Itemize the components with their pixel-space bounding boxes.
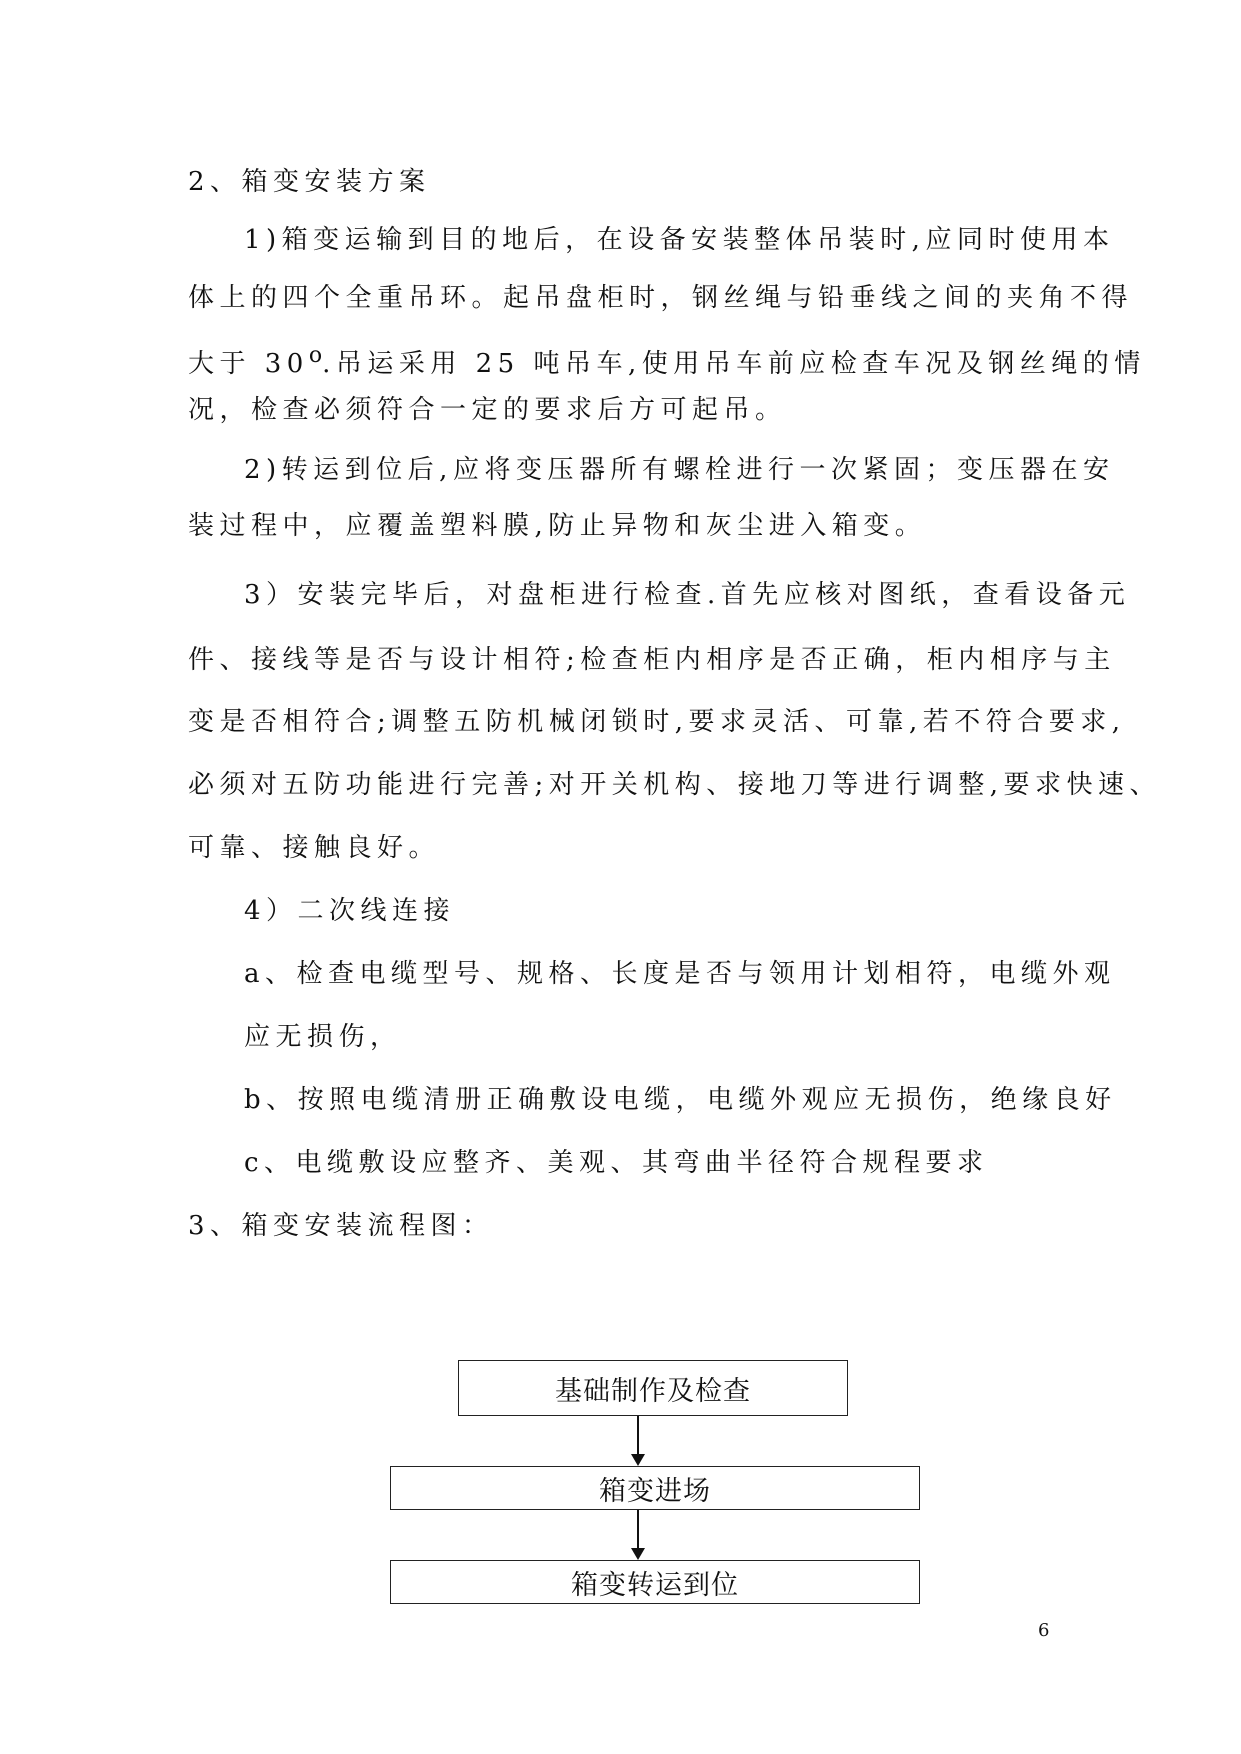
paragraph-1-line-2: 体上的四个全重吊环。起吊盘柜时，钢丝绳与铅垂线之间的夹角不得 — [188, 283, 1134, 313]
flowchart-arrow-1 — [637, 1416, 639, 1456]
paragraph-2-line-2: 装过程中，应覆盖塑料膜,防止异物和灰尘进入箱变。 — [188, 511, 927, 541]
flowchart-arrow-2 — [637, 1510, 639, 1550]
flowchart-step-transfer: 箱变转运到位 — [390, 1560, 920, 1604]
paragraph-1-line-3-start: 大于 30 — [188, 349, 309, 379]
section-3-title: 3、箱变安装流程图： — [188, 1211, 494, 1241]
item-a-line-1: a、检查电缆型号、规格、长度是否与领用计划相符，电缆外观 — [244, 959, 1116, 989]
paragraph-3-line-1: 3）安装完毕后，对盘柜进行检查.首先应核对图纸，查看设备元 — [244, 580, 1131, 610]
paragraph-1-line-1: 1)箱变运输到目的地后，在设备安装整体吊装时,应同时使用本 — [244, 225, 1115, 255]
paragraph-1-line-3 — [188, 338, 1146, 382]
section-2-title: 2、箱变安装方案 — [188, 167, 431, 197]
item-c: c、电缆敷设应整齐、美观、其弯曲半径符合规程要求 — [244, 1148, 989, 1178]
secondary-wiring-title: 4）二次线连接 — [244, 896, 456, 926]
item-a-line-2: 应无损伤， — [244, 1022, 402, 1052]
paragraph-1-line-4: 况，检查必须符合一定的要求后方可起吊。 — [188, 395, 787, 425]
paragraph-3-line-4: 必须对五防功能进行完善;对开关机构、接地刀等进行调整,要求快速、 — [188, 770, 1162, 800]
paragraph-3-line-5: 可靠、接触良好。 — [188, 833, 441, 863]
degree-symbol: o — [308, 343, 323, 368]
item-b: b、按照电缆清册正确敷设电缆，电缆外观应无损伤，绝缘良好 — [244, 1085, 1117, 1115]
paragraph-3-line-2: 件、接线等是否与设计相符;检查柜内相序是否正确，柜内相序与主 — [188, 645, 1116, 675]
paragraph-2-line-1: 2)转运到位后,应将变压器所有螺栓进行一次紧固；变压器在安 — [244, 455, 1115, 485]
paragraph-1-line-3-end: .吊运采用 25 吨吊车,使用吊车前应检查车况及钢丝绳的情 — [322, 349, 1146, 379]
flowchart-step-foundation: 基础制作及检查 — [458, 1360, 848, 1416]
paragraph-3-line-3: 变是否相符合;调整五防机械闭锁时,要求灵活、可靠,若不符合要求, — [188, 707, 1126, 737]
flowchart-step-arrival: 箱变进场 — [390, 1466, 920, 1510]
page-number: 6 — [1038, 1620, 1050, 1641]
